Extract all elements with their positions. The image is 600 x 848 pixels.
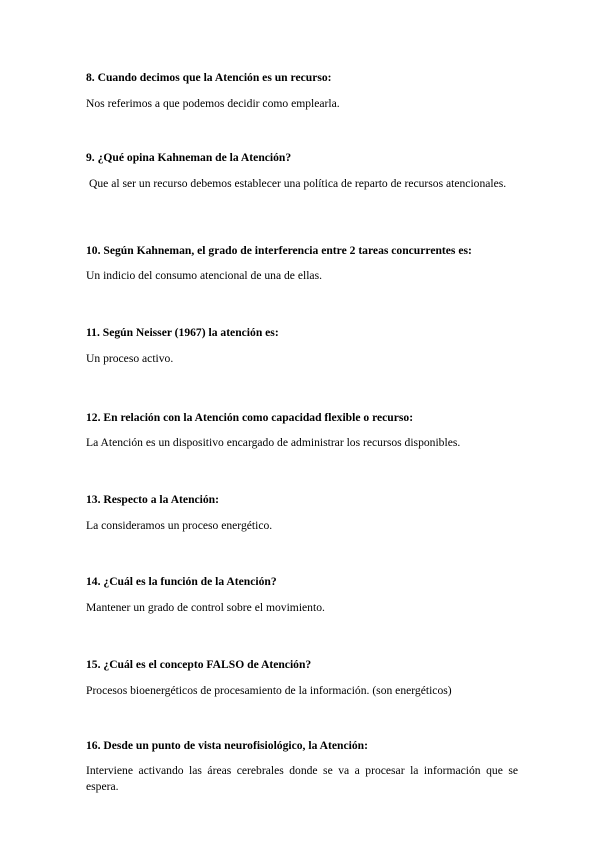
qa-item-14	[86, 574, 518, 614]
qa-item-11	[86, 325, 518, 365]
question-9: 9. ¿Qué opina Kahneman de la Atención?	[86, 151, 292, 164]
question-10: 10. Según Kahneman, el grado de interferencia entre 2 tareas concurrentes es:	[86, 244, 472, 257]
question-13: 13. Respecto a la Atención:	[86, 493, 219, 506]
question-8: 8. Cuando decimos que la Atención es un recurso:	[86, 71, 332, 84]
question-12: 12. En relación con la Atención como capacidad flexible o recurso:	[86, 411, 414, 424]
question-16: 16. Desde un punto de vista neurofisiológico, la Atención:	[86, 739, 368, 752]
qa-item-12	[86, 410, 518, 449]
answer-12: La Atención es un dispositivo encargado de administrar los recursos disponibles.	[86, 436, 461, 449]
qa-item-13	[86, 492, 518, 532]
question-14: 14. ¿Cuál es la función de la Atención?	[86, 575, 277, 588]
answer-15: Procesos bioenergéticos de procesamiento de la información. (son energéticos)	[86, 684, 452, 697]
answer-14: Mantener un grado de control sobre el movimiento.	[86, 601, 325, 614]
answer-13: La consideramos un proceso energético.	[86, 519, 273, 532]
question-11: 11. Según Neisser (1967) la atención es:	[86, 326, 279, 339]
answer-8: Nos referimos a que podemos decidir como emplearla.	[86, 97, 340, 110]
qa-item-15	[86, 657, 518, 697]
qa-item-9	[86, 150, 518, 190]
answer-10: Un indicio del consumo atencional de una de ellas.	[86, 269, 322, 282]
answer-9: Que al ser un recurso debemos establecer una política de reparto de recursos atencionales.	[89, 177, 507, 190]
qa-item-10	[86, 243, 518, 282]
answer-11: Un proceso activo.	[86, 352, 174, 365]
qa-item-8	[86, 70, 518, 110]
qa-item-16	[86, 738, 518, 793]
answer-16: Interviene activando las áreas cerebrales donde se va a procesar la información que se espera.	[86, 764, 518, 793]
question-15: 15. ¿Cuál es el concepto FALSO de Atención?	[86, 658, 312, 671]
